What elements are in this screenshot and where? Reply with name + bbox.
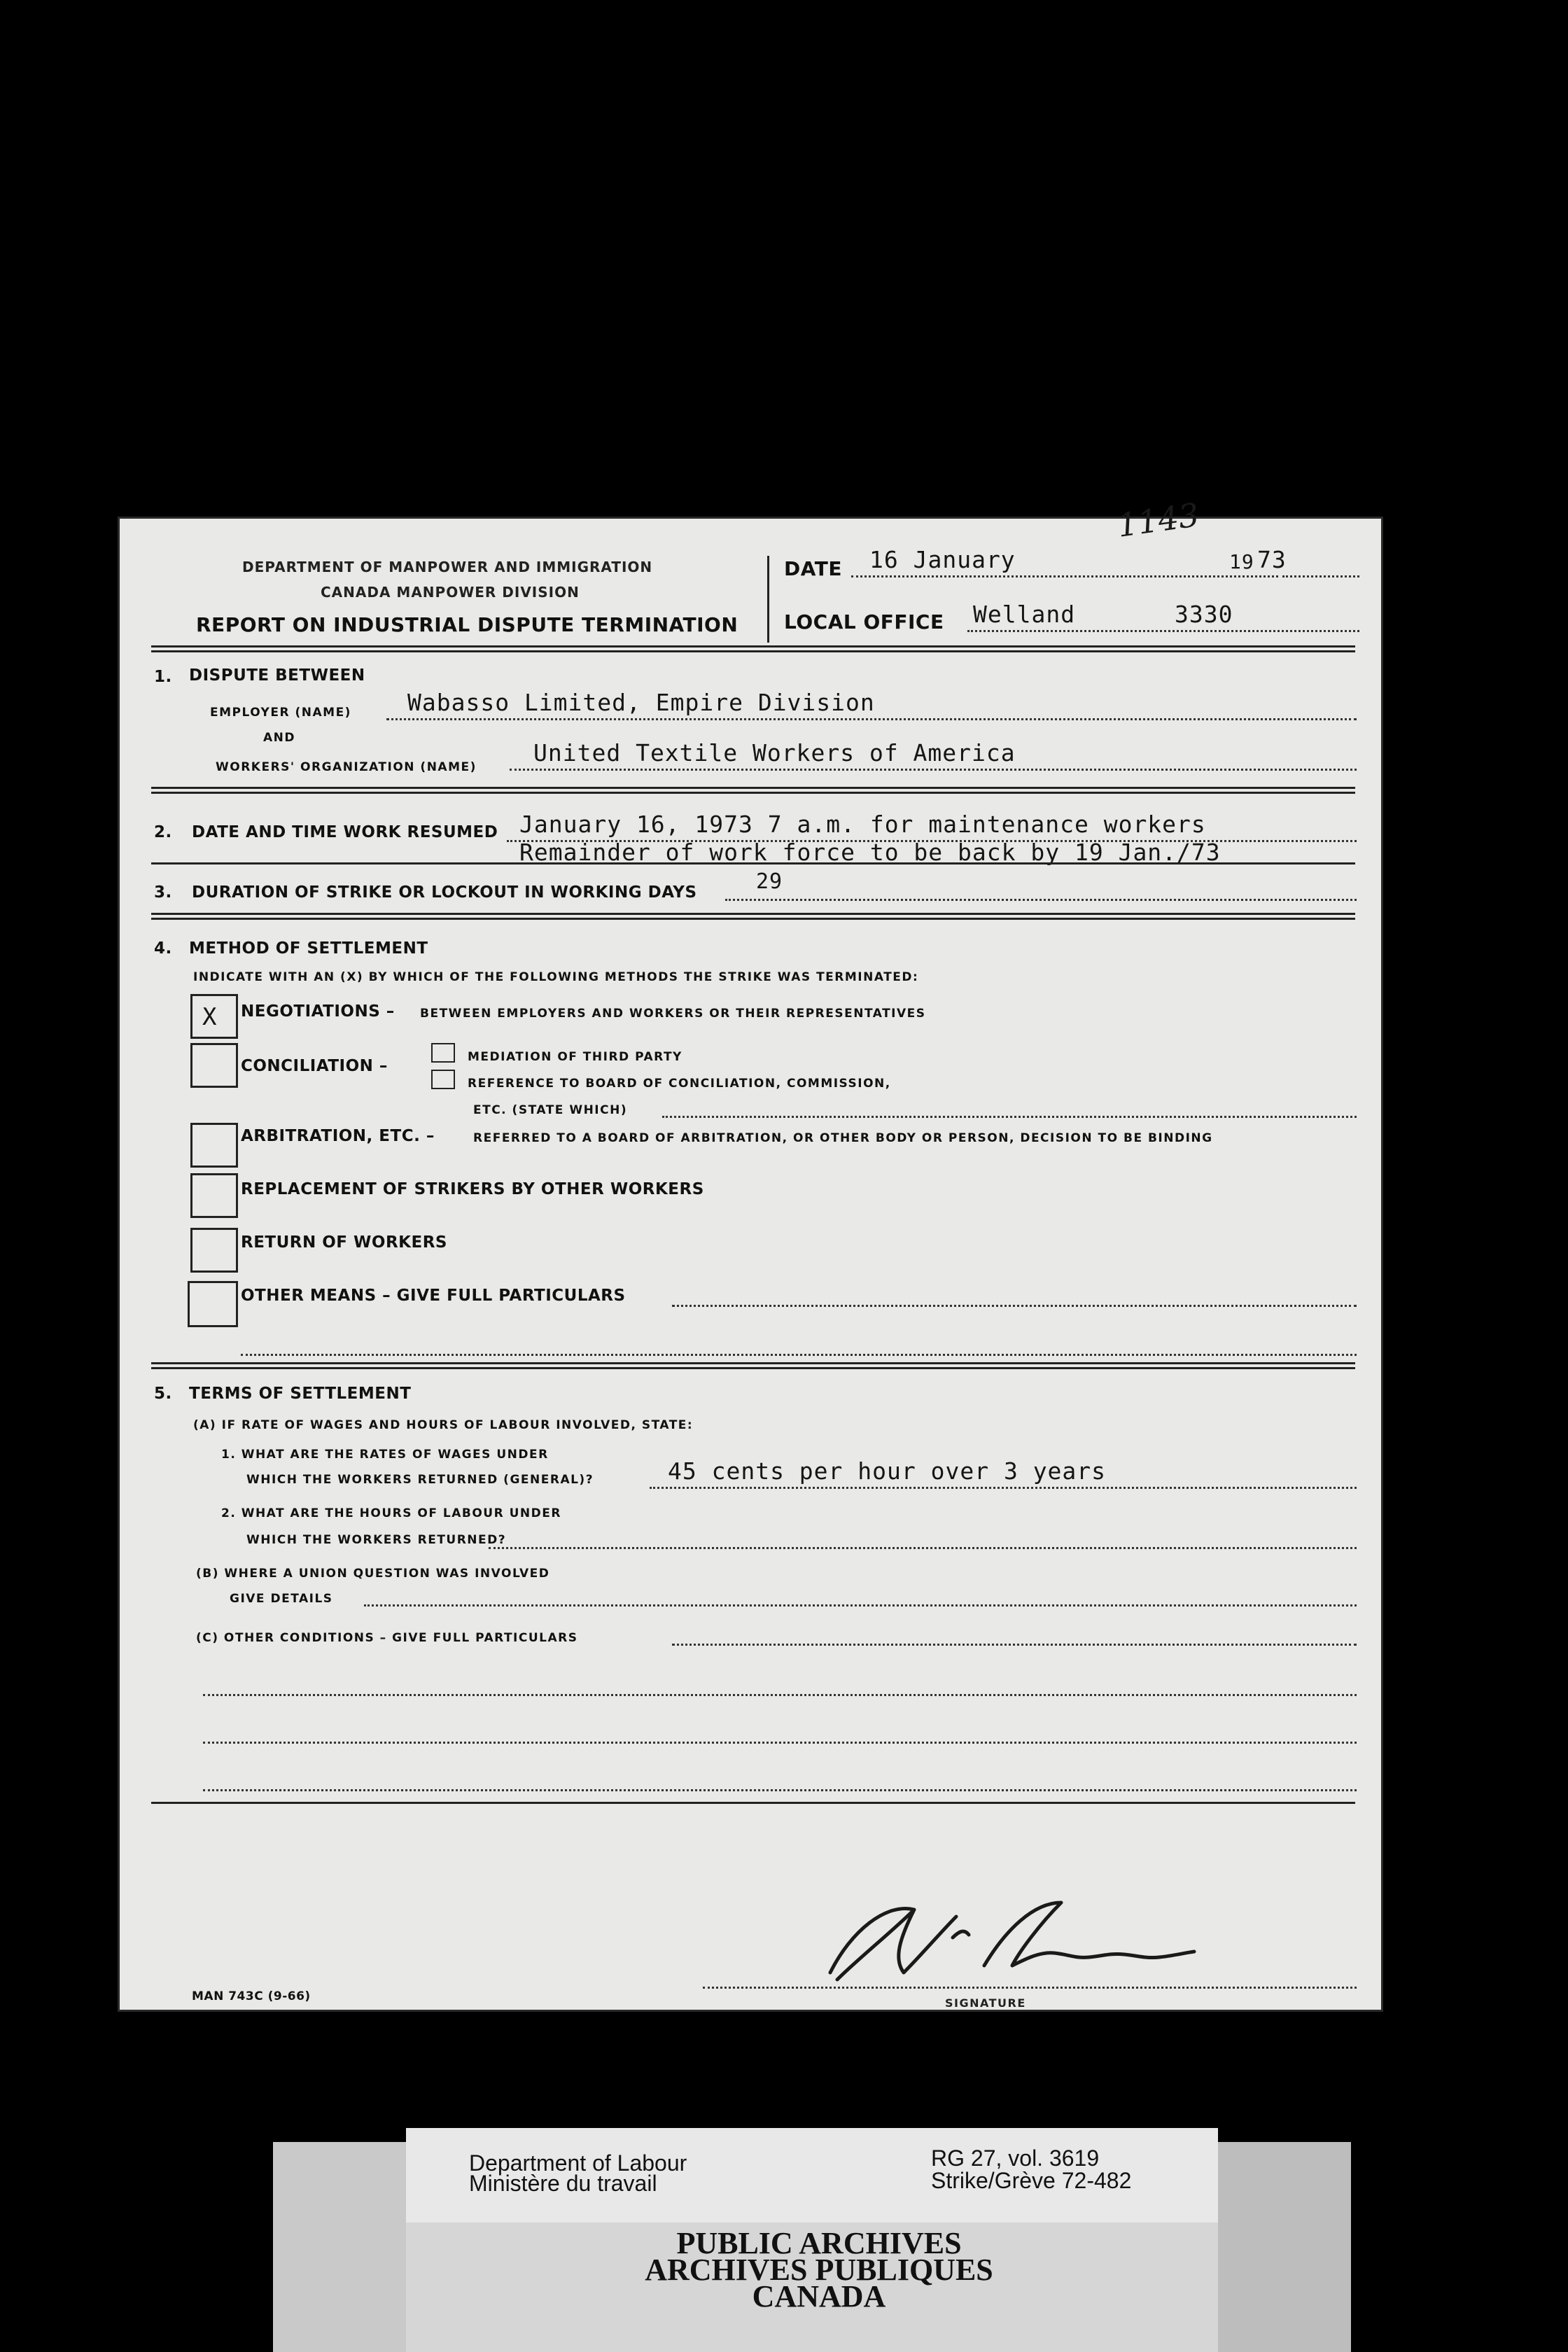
signature-scribble	[809, 1889, 1201, 1987]
wages-question-line-2: WHICH THE WORKERS RETURNED (GENERAL)?	[246, 1473, 594, 1487]
section-5-rule	[151, 1802, 1355, 1804]
other-conditions-line-3	[203, 1742, 1357, 1744]
archive-tag-left-strip	[273, 2142, 406, 2352]
employer-label: EMPLOYER (NAME)	[210, 706, 351, 720]
return-of-workers-checkbox[interactable]	[190, 1228, 238, 1273]
section-5-heading: TERMS OF SETTLEMENT	[189, 1385, 412, 1403]
local-office-value: Welland	[973, 601, 1076, 628]
hours-question-line-1: 2. WHAT ARE THE HOURS OF LABOUR UNDER	[221, 1506, 561, 1520]
handwritten-file-number: 1143	[1114, 496, 1202, 545]
year-line	[1282, 575, 1359, 578]
other-means-line-1	[672, 1305, 1357, 1307]
workers-org-value: United Textile Workers of America	[533, 739, 1016, 766]
other-conditions-label: (C) OTHER CONDITIONS – GIVE FULL PARTICULARS	[196, 1631, 578, 1645]
other-conditions-line-2	[203, 1694, 1357, 1696]
section-5-number: 5.	[154, 1385, 172, 1403]
board-reference-checkbox[interactable]	[431, 1070, 455, 1089]
dispute-termination-form	[118, 496, 1383, 2012]
section-3-rule	[151, 913, 1355, 920]
archives-line-3: CANADA	[752, 2279, 886, 2314]
return-of-workers-label: RETURN OF WORKERS	[241, 1233, 447, 1252]
section-2-label: DATE AND TIME WORK RESUMED	[192, 823, 498, 841]
form-title: REPORT ON INDUSTRIAL DISPUTE TERMINATION	[196, 613, 738, 636]
arbitration-label: ARBITRATION, ETC. –	[241, 1127, 435, 1145]
archive-strike-number: Strike/Grève 72-482	[931, 2168, 1132, 2193]
negotiations-checkbox[interactable]	[190, 994, 238, 1039]
wages-question-line-1: 1. WHAT ARE THE RATES OF WAGES UNDER	[221, 1448, 549, 1462]
mediation-checkbox[interactable]	[431, 1043, 455, 1063]
replacement-checkbox[interactable]	[190, 1173, 238, 1218]
replacement-label: REPLACEMENT OF STRIKERS BY OTHER WORKERS	[241, 1180, 704, 1198]
employer-line	[386, 718, 1357, 720]
board-reference-label: REFERENCE TO BOARD OF CONCILIATION, COMMISSION,	[468, 1077, 891, 1091]
section-1-rule	[151, 787, 1355, 794]
hours-question-line-2: WHICH THE WORKERS RETURNED?	[246, 1533, 507, 1547]
local-office-line	[967, 630, 1359, 632]
section-1-number: 1.	[154, 668, 172, 686]
archives-line-2: ARCHIVES PUBLIQUES	[645, 2253, 993, 2287]
wages-line	[650, 1487, 1357, 1489]
date-label: DATE	[784, 557, 842, 580]
archive-dept-fr: Ministère du travail	[469, 2171, 657, 2196]
arbitration-description: REFERRED TO A BOARD OF ARBITRATION, OR OTHER BODY OR PERSON, DECISION TO BE BINDING	[473, 1131, 1213, 1145]
arbitration-checkbox[interactable]	[190, 1123, 238, 1168]
section-4-heading: METHOD OF SETTLEMENT	[189, 939, 428, 958]
signature-label: SIGNATURE	[945, 1996, 1026, 2010]
employer-value: Wabasso Limited, Empire Division	[407, 689, 875, 716]
union-question-line-2: GIVE DETAILS	[230, 1592, 333, 1606]
negotiations-x-mark: X	[202, 1003, 218, 1031]
union-details-line	[364, 1604, 1357, 1606]
state-which-label: ETC. (STATE WHICH)	[473, 1103, 628, 1117]
local-office-label: LOCAL OFFICE	[784, 610, 944, 634]
section-1-heading: DISPUTE BETWEEN	[189, 666, 365, 685]
header-divider	[767, 556, 769, 643]
section-4-number: 4.	[154, 939, 172, 958]
state-which-line	[662, 1116, 1357, 1118]
year-prefix: 19	[1229, 550, 1254, 573]
other-means-label: OTHER MEANS – GIVE FULL PARTICULARS	[241, 1287, 626, 1305]
hours-line	[489, 1547, 1357, 1549]
duration-value: 29	[756, 869, 783, 894]
section-2-number: 2.	[154, 823, 172, 841]
date-line	[851, 575, 1278, 578]
negotiations-description: BETWEEN EMPLOYERS AND WORKERS OR THEIR REPRESENTATIVES	[420, 1007, 926, 1021]
other-conditions-line-1	[672, 1644, 1357, 1646]
department-line-1: DEPARTMENT OF MANPOWER AND IMMIGRATION	[242, 559, 653, 575]
negotiations-label: NEGOTIATIONS –	[241, 1002, 395, 1021]
other-conditions-line-4	[203, 1789, 1357, 1791]
section-4-instruction: INDICATE WITH AN (X) BY WHICH OF THE FOLLOWING METHODS THE STRIKE WAS TERMINATED:	[193, 970, 919, 984]
other-means-checkbox[interactable]	[188, 1281, 238, 1327]
archive-dept-en: Department of Labour	[469, 2150, 687, 2176]
wages-value: 45 cents per hour over 3 years	[668, 1457, 1107, 1485]
year-value: 73	[1257, 546, 1287, 573]
union-question-line-1: (B) WHERE A UNION QUESTION WAS INVOLVED	[196, 1567, 550, 1581]
signature-line	[703, 1987, 1357, 1989]
other-means-line-2	[241, 1354, 1357, 1356]
local-office-code: 3330	[1175, 601, 1233, 628]
archives-line-1: PUBLIC ARCHIVES	[676, 2226, 962, 2260]
workers-org-label: WORKERS' ORGANIZATION (NAME)	[216, 760, 477, 774]
conciliation-label: CONCILIATION –	[241, 1057, 388, 1075]
conciliation-checkbox[interactable]	[190, 1043, 238, 1088]
date-value: 16 January	[869, 546, 1016, 573]
section-3-number: 3.	[154, 883, 172, 902]
duration-line	[725, 899, 1357, 901]
work-resumed-line-1: January 16, 1973 7 a.m. for maintenance workers	[519, 811, 1206, 838]
workers-org-line	[510, 769, 1357, 771]
header-rule	[151, 645, 1355, 652]
department-line-2: CANADA MANPOWER DIVISION	[321, 584, 580, 601]
mediation-label: MEDIATION OF THIRD PARTY	[468, 1050, 682, 1064]
archive-tag-right-strip	[1218, 2142, 1351, 2352]
section-2-rule	[151, 862, 1355, 864]
archive-reference: RG 27, vol. 3619	[931, 2146, 1100, 2171]
section-3-label: DURATION OF STRIKE OR LOCKOUT IN WORKING DAYS	[192, 883, 697, 902]
work-resumed-line-2: Remainder of work force to be back by 19 Jan./73	[519, 839, 1221, 866]
section-4-rule	[151, 1362, 1355, 1369]
form-code: MAN 743C (9-66)	[192, 1989, 311, 2003]
terms-a-label: (A) IF RATE OF WAGES AND HOURS OF LABOUR INVOLVED, STATE:	[193, 1418, 694, 1432]
and-label: AND	[263, 731, 295, 745]
